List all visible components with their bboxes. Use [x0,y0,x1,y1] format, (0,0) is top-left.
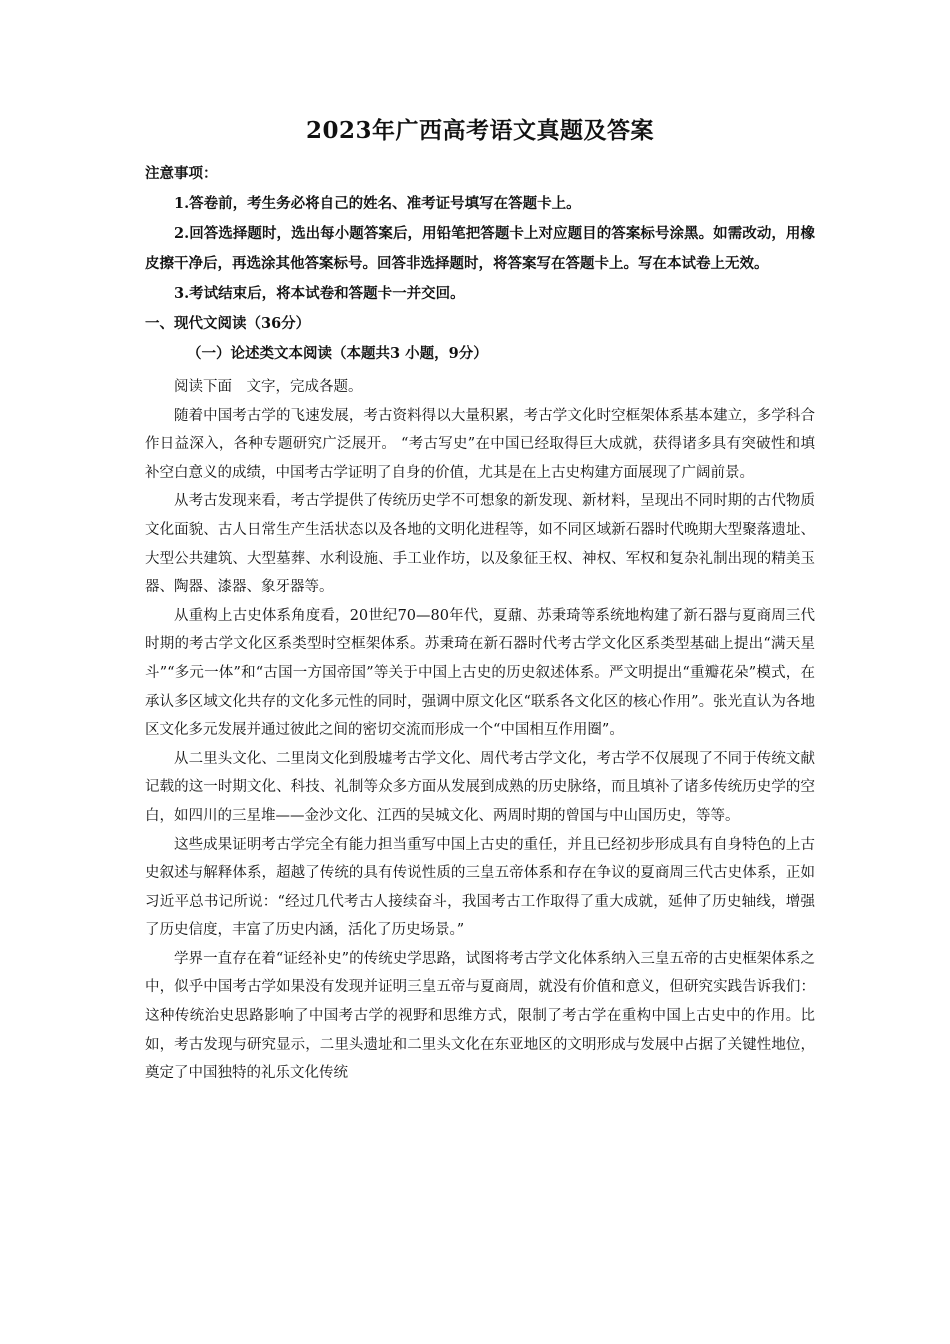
notice-item-2: 2.回答选择题时，选出每小题答案后，用铅笔把答题卡上对应题目的答案标号涂黑。如需改动，用橡皮擦干净后，再选涂其他答案标号。回答非选择题时，将答案写在答题卡上。写在本试卷上无效。 [145,225,815,272]
document-page [145,112,815,1088]
passage-paragraph: 从考古发现来看，考古学提供了传统历史学不可想象的新发现、新材料，呈现出不同时期的古代物质文化面貌、古人日常生产生活状态以及各地的文明化进程等，如不同区域新石器时代晚期大型聚落遗址、大型公共建筑、大型墓葬、水利设施、手工业作坊，以及象征王权、神权、军权和复杂礼制出现的精美玉器、陶器、漆器、象牙器等。 [145,493,815,596]
notice-block [145,159,815,309]
passage-paragraph: 学界一直存在着“证经补史”的传统史学思路，试图将考古学文化体系纳入三皇五帝的古史框架体系之中，似乎中国考古学如果没有发现并证明三皇五帝与夏商周，就没有价值和意义，但研究实践告诉我们：这种传统治史思路影响了中国考古学的视野和思维方式，限制了考古学在重构中国上古史中的作用。比如，考古发现与研究显示，二里头遗址和二里头文化在东亚地区的文明形成与发展中占据了关键性地位，奠定了中国独特的礼乐文化传统 [145,950,815,1082]
notice-item-3: 3.考试结束后，将本试卷和答题卡一并交回。 [174,285,465,302]
passage-paragraph: 这些成果证明考古学完全有能力担当重写中国上古史的重任，并且已经初步形成具有自身特色的上古史叙述与解释体系，超越了传统的具有传说性质的三皇五帝体系和存在争议的夏商周三代古史体系，正如习近平总书记所说：“经过几代考古人接续奋斗，我国考古工作取得了重大成就，延伸了历史轴线，增强了历史信度，丰富了历史内涵，活化了历史场景。” [145,836,815,939]
passage-paragraph: 随着中国考古学的飞速发展，考古资料得以大量积累，考古学文化时空框架体系基本建立，多学科合作日益深入，各种专题研究广泛展开。 “考古写史”在中国已经取得巨大成就，获得诸多具有突破性和填补空白意义的成绩，中国考古学证明了自身的价值，尤其是在上古史构建方面展现了广阔前景。 [145,407,815,481]
section-heading: 一、现代文阅读（36分） [145,315,311,332]
notice-heading: 注意事项： [145,165,218,182]
passage-paragraph: 从重构上古史体系角度看，20世纪70—80年代，夏鼐、苏秉琦等系统地构建了新石器与夏商周三代时期的考古学文化区系类型时空框架体系。苏秉琦在新石器时代考古学文化区系类型基础上提出“满天星斗”“多元一体”和“古国一方国帝国”等关于中国上古史的历史叙述体系。严文明提出“重瓣花朵”模式，在承认多区域文化共存的文化多元性的同时，强调中原文化区“联系各文化区的核心作用”。张光直认为各地区文化多元发展并通过彼此之间的密切交流而形成一个“中国相互作用圈”。 [145,607,815,739]
document-title: 2023年广西高考语文真题及答案 [305,117,654,144]
passage-instruction: 阅读下面 文字，完成各题。 [174,379,363,395]
passage-paragraph: 从二里头文化、二里岗文化到殷墟考古学文化、周代考古学文化，考古学不仅展现了不同于传统文献记载的这一时期文化、科技、礼制等众多方面从发展到成熟的历史脉络，而且填补了诸多传统历史学的空白，如四川的三星堆——金沙文化、江西的吴城文化、两周时期的曾国与中山国历史，等等。 [145,750,815,824]
reading-passage [145,373,815,1088]
notice-item-1: 1.答卷前，考生务必将自己的姓名、准考证号填写在答题卡上。 [174,195,581,212]
subsection-heading: （一）论述类文本阅读（本题共3 小题，9分） [187,345,488,362]
